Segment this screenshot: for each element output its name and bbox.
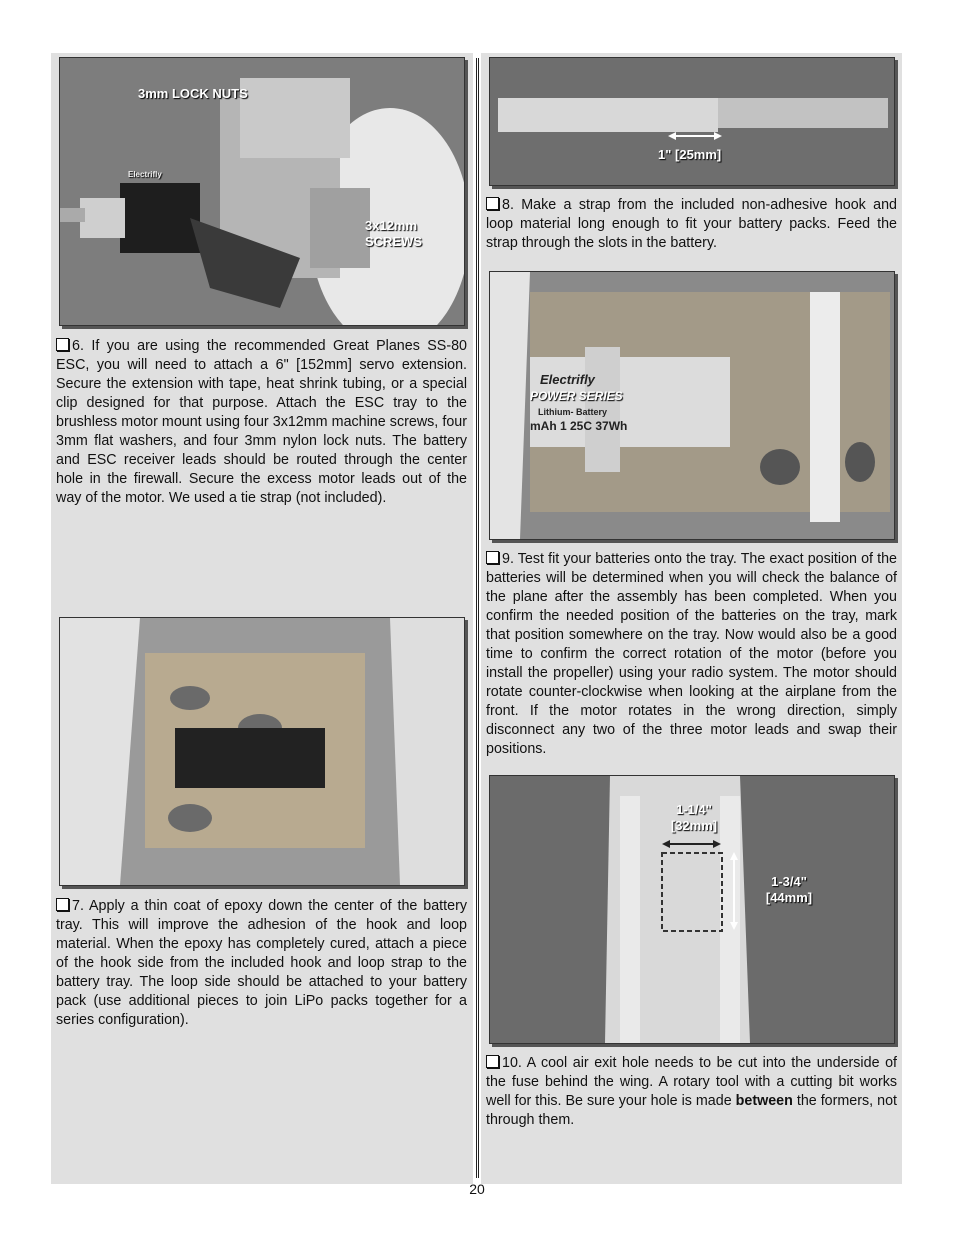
step-10-text: [486, 1054, 897, 1130]
step-6-body: 6. If you are using the recommended Great Planes SS-80 ESC, you will need to attach a 6" [152mm] servo extension. Secure the extension with tape, heat shrink tubing, or a special clip designed for that purpose. Attach the ESC tray to the brushless motor mount using four 3x12mm machine screws, four 3mm flat washers, and four 3mm nylon lock nuts. The battery and ESC receiver leads should be routed through the center hole in the firewall. Secure the excess motor leads out of the way of the motor. We used a tie strap (not included).: [56, 338, 467, 506]
step-7-checkbox[interactable]: [56, 898, 69, 911]
step-8-text: [486, 196, 897, 253]
photo-label: 1" [25mm]: [658, 147, 722, 162]
motor-mount-photo: [59, 57, 465, 326]
step-10-checkbox[interactable]: [486, 1055, 499, 1068]
motor-brand-text: Electrifly: [128, 170, 162, 179]
battery-tray-photo: [59, 617, 465, 886]
step-10-body: 10. A cool air exit hole needs to be cut into the underside of the fuse behind the wing. A rotary tool with a cutting bit works well for this. Be sure your hole is made: [486, 1055, 897, 1109]
battery-label-text: Electrifly: [540, 372, 595, 387]
photo-label: 1-3/4" [44mm]: [765, 874, 813, 905]
step-7-body: 7. Apply a thin coat of epoxy down the center of the battery tray. This will improve the adhesion of the hook and loop material. When the epoxy has completely cured, attach a piece of the hook side from the included hook and loop strap to the battery tray. The loop side should be attached to your battery pack (use additional pieces to join LiPo packs together for a series configuration).: [56, 898, 467, 1028]
strap-photo: [489, 57, 895, 186]
page-number: 20: [469, 1181, 485, 1197]
step-10-emphasis: between: [735, 1093, 793, 1109]
step-7-text: [56, 897, 467, 1030]
photo-label: 1-1/4" [32mm]: [670, 802, 718, 833]
column-divider: [476, 58, 477, 1178]
photo-label: 3x12mm SCREWS: [365, 218, 423, 249]
step-9-checkbox[interactable]: [486, 551, 499, 564]
step-6-text: [56, 337, 467, 508]
step-6-checkbox[interactable]: [56, 338, 69, 351]
step-10-body-end: the formers, not through them.: [486, 1093, 897, 1128]
battery-label-text: Lithium- Battery: [538, 407, 608, 417]
photo-label: 3mm LOCK NUTS: [138, 86, 248, 101]
step-8-checkbox[interactable]: [486, 197, 499, 210]
battery-label-text: POWER SERIES: [530, 389, 623, 403]
step-9-text: [486, 550, 897, 759]
battery-label-text: mAh 1 25C 37Wh: [530, 419, 628, 433]
column-divider: [478, 58, 479, 1178]
step-9-body: 9. Test fit your batteries onto the tray. The exact position of the batteries will be determined when you will check the balance of the plane after the assembly has been completed. When you confirm the needed position of the batteries on the tray, mark that position somewhere on the tray. Now would also be a good time to confirm the correct rotation of the motor (before you install the propeller) using your radio system. The motor should rotate counter-clockwise when looking at the airplane from the front. If the motor rotates in the wrong direction, simply disconnect any two of the three motor leads and swap their positions.: [486, 551, 897, 757]
step-8-body: 8. Make a strap from the included non-adhesive hook and loop material long enough to fit your battery packs. Feed the strap through the slots in the battery.: [486, 197, 897, 251]
